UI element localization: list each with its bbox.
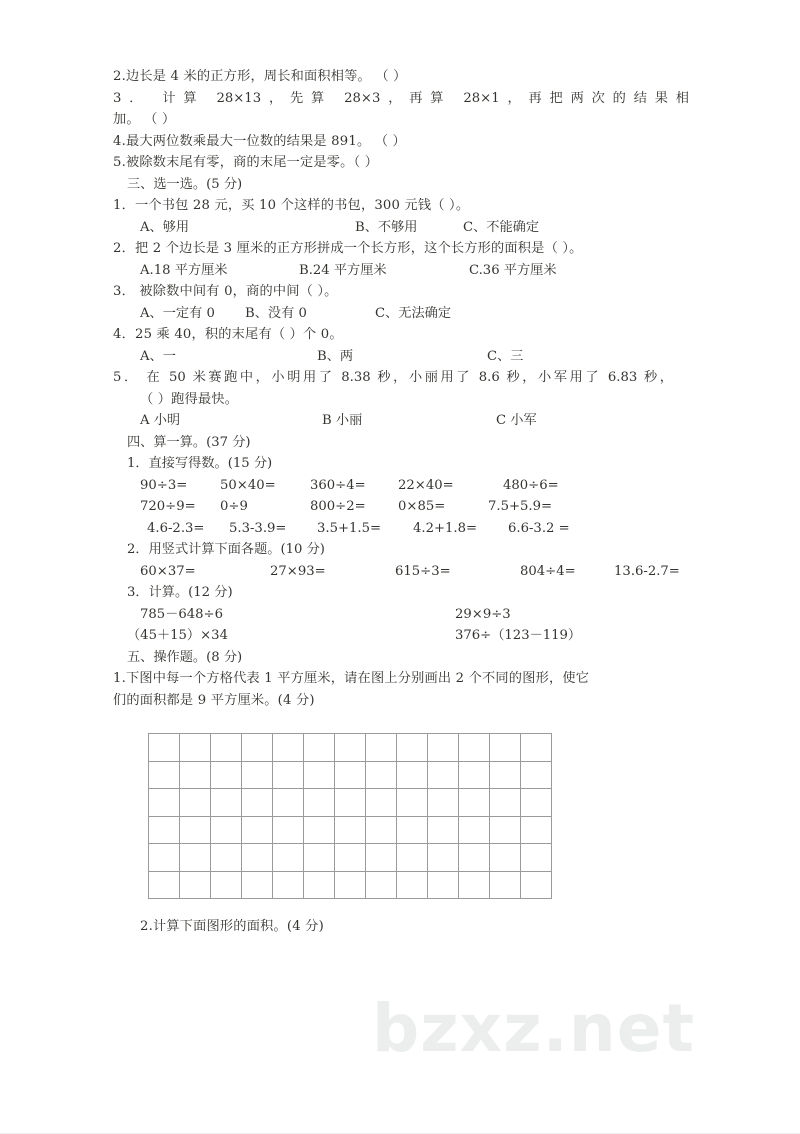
choice-q3-options [113, 303, 691, 325]
answer-grid-cell[interactable] [149, 816, 180, 844]
answer-grid-cell[interactable] [397, 789, 428, 817]
choice-q2-option-c[interactable]: C.36 平方厘米 [469, 262, 557, 278]
answer-grid-cell[interactable] [459, 734, 490, 762]
answer-grid-cell[interactable] [366, 789, 397, 817]
answer-grid-cell[interactable] [366, 761, 397, 789]
column-calc-item: 13.6-2.7= [614, 563, 680, 579]
choice-q1-options [113, 217, 691, 239]
answer-grid-cell[interactable] [335, 761, 366, 789]
answer-grid-cell[interactable] [242, 761, 273, 789]
oral-calc-item: 4.2+1.8= [413, 520, 478, 536]
exam-content [113, 66, 691, 938]
answer-grid-cell[interactable] [180, 734, 211, 762]
answer-grid-row [149, 761, 552, 789]
answer-grid-cell[interactable] [304, 844, 335, 872]
answer-grid-row [149, 844, 552, 872]
choice-q5-option-c[interactable]: C 小军 [496, 413, 537, 428]
answer-grid-cell[interactable] [428, 734, 459, 762]
choice-q4-stem: 4．25 乘 40，积的末尾有（ ）个 0。 [113, 327, 343, 342]
answer-grid-cell[interactable] [490, 789, 521, 817]
answer-grid-cell[interactable] [180, 871, 211, 899]
choice-q5-stem-line1: 5． 在 50 米赛跑中，小明用了 8.38 秒，小丽用了 8.6 秒，小军用了 6.83 秒， [113, 370, 673, 385]
answer-grid-cell[interactable] [490, 844, 521, 872]
answer-grid-cell[interactable] [304, 734, 335, 762]
answer-grid-row [149, 816, 552, 844]
answer-grid-cell[interactable] [180, 844, 211, 872]
answer-grid-cell[interactable] [490, 761, 521, 789]
section-4-sub2-heading: 2．用竖式计算下面各题。(10 分) [127, 542, 325, 557]
answer-grid-cell[interactable] [335, 816, 366, 844]
column-calc-item: 804÷4= [520, 563, 576, 579]
answer-grid-cell[interactable] [335, 789, 366, 817]
section-5-heading: 五、操作题。(8 分) [127, 649, 243, 665]
choice-q5-stem-line2: （ ）跑得最快。 [140, 391, 239, 407]
oral-calc-row-3 [113, 518, 691, 540]
answer-grid-row [149, 871, 552, 899]
expression-calc-item: 29×9÷3 [455, 606, 511, 622]
answer-grid-row [149, 789, 552, 817]
answer-grid-cell[interactable] [273, 761, 304, 789]
choice-q1-stem: 1．一个书包 28 元，买 10 个这样的书包，300 元钱（ ）。 [113, 198, 470, 213]
answer-grid-cell[interactable] [366, 734, 397, 762]
choice-q3-option-a[interactable]: A、一定有 0 [140, 305, 215, 321]
answer-grid-cell[interactable] [242, 816, 273, 844]
answer-grid-cell[interactable] [149, 844, 180, 872]
answer-grid-cell[interactable] [335, 734, 366, 762]
choice-q4-option-a[interactable]: A、一 [140, 348, 176, 364]
choice-q4-options [113, 346, 691, 368]
answer-grid-cell[interactable] [366, 816, 397, 844]
answer-grid-cell[interactable] [521, 871, 552, 899]
expression-calc-item: （45＋15）×34 [127, 628, 228, 643]
section-4-sub1-heading: 1．直接写得数。(15 分) [127, 456, 273, 471]
column-calc-item: 60×37= [140, 563, 196, 579]
oral-calc-item: 0÷9 [220, 499, 248, 514]
answer-grid-cell[interactable] [180, 789, 211, 817]
choice-q5-option-a[interactable]: A 小明 [140, 413, 181, 428]
answer-grid-cell[interactable] [211, 844, 242, 872]
answer-grid-row [149, 734, 552, 762]
truefalse-item-3-line1: 3． 计算 28×13，先算 28×3，再算 28×1，再把两次的结果相 [113, 90, 689, 106]
oral-calc-item: 360÷4= [310, 477, 366, 493]
choice-q4-option-b[interactable]: B、两 [317, 348, 354, 364]
oral-calc-row-2 [113, 496, 691, 518]
oral-calc-item: 50×40= [220, 477, 276, 493]
answer-grid-cell[interactable] [242, 871, 273, 899]
operation-q1-line2: 们的面积都是 9 平方厘米。(4 分) [113, 692, 315, 708]
answer-grid-cell[interactable] [211, 816, 242, 844]
answer-grid-cell[interactable] [397, 816, 428, 844]
expression-calc-row-1 [113, 604, 691, 626]
answer-grid-cell[interactable] [428, 761, 459, 789]
answer-grid-cell[interactable] [335, 871, 366, 899]
choice-q1-option-a[interactable]: A、够用 [140, 219, 190, 235]
choice-q5-option-b[interactable]: B 小丽 [322, 413, 363, 428]
expression-calc-item: 376÷（123－119） [455, 628, 582, 643]
answer-grid-cell[interactable] [428, 789, 459, 817]
section-4-heading: 四、算一算。(37 分) [127, 434, 251, 450]
answer-grid-cell[interactable] [211, 761, 242, 789]
choice-q2-option-b[interactable]: B.24 平方厘米 [299, 262, 387, 278]
answer-grid-cell[interactable] [273, 789, 304, 817]
answer-grid-cell[interactable] [397, 871, 428, 899]
answer-grid[interactable] [148, 733, 552, 899]
answer-grid-cell[interactable] [490, 871, 521, 899]
answer-grid-cell[interactable] [490, 816, 521, 844]
answer-grid-cell[interactable] [149, 761, 180, 789]
expression-calc-row-2 [113, 625, 691, 647]
expression-calc-item: 785－648÷6 [140, 606, 223, 622]
choice-q3-option-b[interactable]: B、没有 0 [245, 305, 307, 321]
answer-grid-cell[interactable] [428, 871, 459, 899]
answer-grid-cell[interactable] [180, 816, 211, 844]
answer-grid-cell[interactable] [428, 844, 459, 872]
answer-grid-cell[interactable] [428, 816, 459, 844]
oral-calc-item: 22×40= [398, 477, 454, 493]
oral-calc-item: 6.6-3.2 = [508, 520, 570, 536]
answer-grid-cell[interactable] [211, 789, 242, 817]
oral-calc-item: 3.5+1.5= [317, 520, 382, 536]
answer-grid-cell[interactable] [521, 816, 552, 844]
answer-grid-cell[interactable] [304, 789, 335, 817]
answer-grid-cell[interactable] [397, 844, 428, 872]
oral-calc-item: 480÷6= [503, 477, 559, 493]
choice-q3-stem: 3． 被除数中间有 0，商的中间（ ）。 [113, 284, 338, 299]
choice-q1-option-b[interactable]: B、不够用 [355, 219, 418, 235]
answer-grid-cell[interactable] [273, 734, 304, 762]
answer-grid-cell[interactable] [149, 734, 180, 762]
answer-grid-cell[interactable] [397, 734, 428, 762]
answer-grid-cell[interactable] [304, 816, 335, 844]
answer-grid-cell[interactable] [304, 871, 335, 899]
answer-grid-cell[interactable] [242, 789, 273, 817]
oral-calc-item: 0×85= [398, 499, 446, 514]
answer-grid-wrapper [113, 733, 691, 899]
answer-grid-cell[interactable] [149, 789, 180, 817]
site-watermark: bzxz.net [372, 990, 696, 1067]
answer-grid-cell[interactable] [490, 734, 521, 762]
answer-grid-cell[interactable] [459, 871, 490, 899]
choice-q2-option-a[interactable]: A.18 平方厘米 [140, 262, 228, 278]
operation-q1-line1: 1.下图中每一个方格代表 1 平方厘米，请在图上分别画出 2 个不同的图形，使它 [113, 671, 590, 686]
truefalse-item-5: 5.被除数末尾有零，商的末尾一定是零。（ ） [113, 155, 379, 170]
answer-grid-cell[interactable] [521, 734, 552, 762]
answer-grid-cell[interactable] [149, 871, 180, 899]
answer-grid-cell[interactable] [521, 844, 552, 872]
truefalse-item-2: 2.边长是 4 米的正方形，周长和面积相等。 （ ） [113, 69, 407, 84]
answer-grid-cell[interactable] [459, 761, 490, 789]
answer-grid-cell[interactable] [180, 761, 211, 789]
truefalse-item-4: 4.最大两位数乘最大一位数的结果是 891。 （ ） [113, 133, 406, 149]
answer-grid-cell[interactable] [242, 734, 273, 762]
answer-grid-cell[interactable] [521, 789, 552, 817]
answer-grid-cell[interactable] [397, 761, 428, 789]
answer-grid-cell[interactable] [459, 789, 490, 817]
answer-grid-body [149, 734, 552, 899]
choice-q4-option-c[interactable]: C、三 [487, 348, 524, 364]
answer-grid-cell[interactable] [366, 871, 397, 899]
answer-grid-cell[interactable] [242, 844, 273, 872]
choice-q1-option-c[interactable]: C、不能确定 [463, 219, 540, 235]
choice-q2-stem: 2．把 2 个边长是 3 厘米的正方形拼成一个长方形，这个长方形的面积是（ ）。 [113, 241, 583, 256]
column-calc-item: 27×93= [270, 563, 326, 579]
answer-grid-cell[interactable] [521, 761, 552, 789]
answer-grid-cell[interactable] [459, 844, 490, 872]
oral-calc-item: 720÷9= [140, 499, 196, 514]
oral-calc-item: 7.5+5.9= [488, 499, 553, 514]
oral-calc-row-1 [113, 475, 691, 497]
answer-grid-cell[interactable] [211, 871, 242, 899]
oral-calc-item: 90÷3= [140, 477, 188, 493]
oral-calc-item: 5.3-3.9= [229, 520, 287, 536]
answer-grid-cell[interactable] [273, 871, 304, 899]
answer-grid-cell[interactable] [304, 761, 335, 789]
answer-grid-cell[interactable] [335, 844, 366, 872]
section-4-sub3-heading: 3．计算。(12 分) [127, 585, 233, 600]
answer-grid-cell[interactable] [366, 844, 397, 872]
section-3-heading: 三、选一选。(5 分) [127, 176, 243, 192]
column-calc-item: 615÷3= [395, 563, 451, 579]
choice-q5-options [113, 410, 691, 432]
truefalse-item-3-line2: 加。 （ ） [113, 112, 176, 127]
operation-q2: 2.计算下面图形的面积。(4 分) [140, 919, 324, 934]
choice-q2-options [113, 260, 691, 282]
column-calc-row [113, 561, 691, 583]
answer-grid-cell[interactable] [273, 844, 304, 872]
choice-q3-option-c[interactable]: C、无法确定 [375, 305, 452, 321]
oral-calc-item: 4.6-2.3= [147, 520, 205, 536]
answer-grid-cell[interactable] [211, 734, 242, 762]
answer-grid-cell[interactable] [273, 816, 304, 844]
oral-calc-item: 800÷2= [310, 499, 366, 514]
answer-grid-cell[interactable] [459, 816, 490, 844]
